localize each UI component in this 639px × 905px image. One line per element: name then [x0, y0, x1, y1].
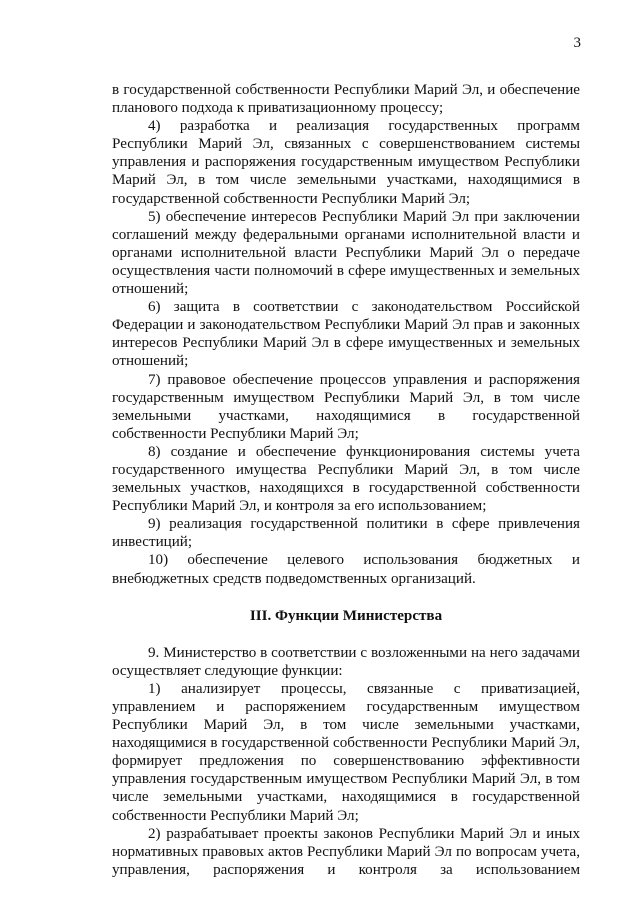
paragraph-continuation: в государственной собственности Республики Марий Эл, и обеспечение планового подхода к приватизационному процессу; — [112, 82, 580, 117]
paragraph-item-5: 5) обеспечение интересов Республики Марий Эл при заключении соглашений между федеральными органами исполнительной власти и органами исполнительной власти Республики Марий Эл о передаче осуществления части полномочий в сфере имущественных и земельных отношений; — [112, 208, 580, 298]
paragraph-item-9: 9) реализация государственной политики в сфере привлечения инвестиций; — [112, 516, 580, 551]
paragraph-function-2: 2) разрабатывает проекты законов Республики Марий Эл и иных нормативных правовых актов Республики Марий Эл по вопросам учета, управления, распоряжения и контроля за использованием — [112, 825, 580, 878]
paragraph-item-6: 6) защита в соответствии с законодательством Российской Федерации и законодательством Республики Марий Эл прав и законных интересов Республики Марий Эл в сфере имущественных и земельных отношений; — [112, 299, 580, 370]
paragraph-item-8: 8) создание и обеспечение функционирования системы учета государственного имущества Республики Марий Эл, в том числе земельных участков, находящихся в государственной собственности Республики Марий Эл, и контроля за его использованием; — [112, 443, 580, 515]
paragraph-item-10: 10) обеспечение целевого использования бюджетных и внебюджетных средств подведомственных организаций. — [112, 552, 580, 587]
paragraph-clause-9: 9. Министерство в соответствии с возложенными на него задачами осуществляет следующие функции: — [112, 644, 580, 679]
paragraph-function-1: 1) анализирует процессы, связанные с приватизацией, управлением и распоряжением государственным имуществом Республики Марий Эл, в том числе земельными участками, находящимися в государственной собственности Республики Марий Эл, формирует предложения по совершенствованию эффективности управления государственным имуществом Республики Марий Эл, в том числе земельными участками, находящимися в государственной собственности Республики Марий Эл; — [112, 680, 580, 824]
page-number: 3 — [573, 35, 581, 51]
document-body — [112, 81, 580, 879]
section-heading: III. Функции Министерства — [249, 607, 443, 624]
paragraph-item-4: 4) разработка и реализация государственных программ Республики Марий Эл, связанных с совершенствованием системы управления и распоряжения государственным имуществом Республики Марий Эл, в том числе земельными участками, находящимися в государственной собственности Республики Марий Эл; — [112, 118, 580, 207]
paragraph-item-7: 7) правовое обеспечение процессов управления и распоряжения государственным имуществом Республики Марий Эл, в том числе земельными участками, находящимися в государственной собственности Республики Марий Эл; — [112, 371, 580, 442]
